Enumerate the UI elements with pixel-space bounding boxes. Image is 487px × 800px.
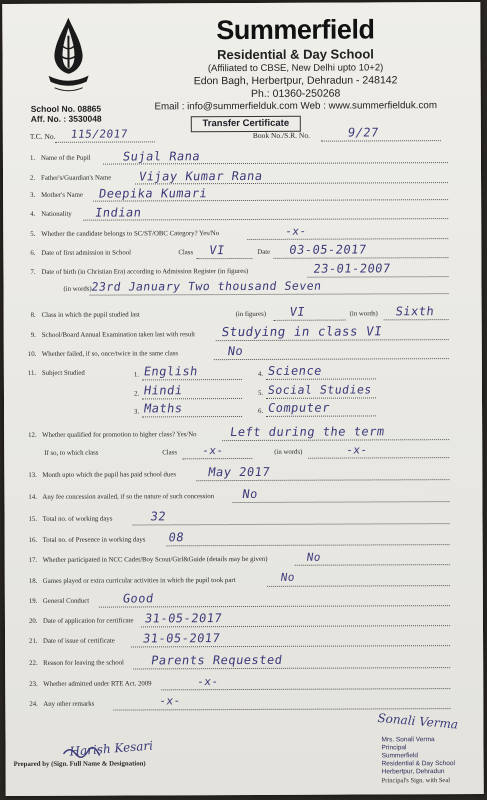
field-number: 4. bbox=[30, 210, 36, 218]
field-line bbox=[167, 544, 450, 546]
school-subtitle: Residential & Day School bbox=[217, 46, 374, 63]
field-line bbox=[308, 457, 449, 459]
email-web: Email : info@summerfielduk.com Web : www.summerfielduk.com bbox=[154, 100, 438, 113]
address: Edon Bagh, Herbertpur, Dehradun - 248142 bbox=[193, 74, 398, 88]
category-value: -x- bbox=[284, 224, 308, 238]
field-label: Reason for leaving the school bbox=[43, 659, 124, 667]
school-logo-icon bbox=[42, 14, 94, 98]
field-line bbox=[131, 645, 450, 647]
field-number: 22. bbox=[29, 659, 38, 667]
principal-stamp-school-type: Residential & Day School bbox=[381, 760, 455, 768]
document-title: Transfer Certificate bbox=[191, 116, 301, 132]
school-number: School No. 08865 bbox=[30, 103, 102, 114]
phone: Ph.: 01360-250268 bbox=[250, 87, 341, 100]
field-line bbox=[266, 397, 376, 398]
field-number: 1. bbox=[29, 154, 36, 162]
last-class-figures: VI bbox=[288, 304, 307, 319]
field-line bbox=[141, 625, 450, 627]
principal-stamp-place: Herbertpur, Dehradun bbox=[381, 768, 445, 776]
field-line bbox=[247, 238, 448, 240]
field-label: Subject Studied bbox=[41, 369, 85, 377]
field-label: School/Board Annual Examination taken last with result bbox=[41, 331, 196, 339]
promotion-words: -x- bbox=[345, 443, 369, 457]
words-label: (in words) bbox=[349, 310, 378, 318]
words-label: (in words) bbox=[274, 448, 303, 456]
field-label: Whether participated in NCC Cadet/Boy Scout/Girl&Guide (details may be given) bbox=[42, 555, 268, 564]
field-number: 15. bbox=[28, 515, 38, 523]
principal-signature: Sonali Verma bbox=[376, 710, 459, 732]
field-label: Total no. of working days bbox=[42, 515, 113, 523]
field-line bbox=[182, 458, 252, 459]
conduct-value: Good bbox=[121, 591, 155, 606]
field-number: 21. bbox=[29, 637, 38, 645]
subject-number: 6. bbox=[258, 407, 264, 415]
subject-number: 3. bbox=[134, 408, 140, 416]
field-line bbox=[266, 415, 376, 416]
principal-stamp-school: Summerfield bbox=[381, 752, 419, 760]
presence-days: 08 bbox=[167, 530, 186, 545]
field-label: Month upto which the pupil has paid school dues bbox=[42, 471, 177, 479]
nationality: Indian bbox=[94, 205, 143, 220]
book-label: Book No./S.R. No. bbox=[252, 130, 310, 140]
field-number: 16. bbox=[28, 536, 38, 544]
field-label: Class in which the pupil studied last bbox=[41, 311, 140, 319]
field-line bbox=[142, 416, 242, 417]
subject-number: 4. bbox=[257, 370, 264, 378]
field-line bbox=[384, 319, 449, 320]
principal-caption: Principal's Sign. with Seal bbox=[381, 777, 451, 785]
field-number: 11. bbox=[27, 369, 37, 377]
signature-stroke-icon bbox=[62, 746, 102, 760]
leaving-reason: Parents Requested bbox=[150, 652, 284, 668]
field-line bbox=[99, 605, 450, 608]
field-line bbox=[133, 667, 450, 669]
field-number: 3. bbox=[30, 191, 36, 199]
field-line bbox=[295, 564, 450, 566]
field-number: 12. bbox=[28, 431, 37, 439]
games-value: No bbox=[279, 570, 296, 584]
prepared-by-label: Prepared by (Sign. Full Name & Designation) bbox=[13, 760, 146, 769]
field-number: 9. bbox=[30, 331, 36, 339]
father-name: Vijay Kumar Rana bbox=[138, 168, 264, 184]
field-number: 8. bbox=[30, 311, 36, 319]
principal-stamp-name: Mrs. Sonali Verma bbox=[381, 736, 435, 744]
field-label: General Conduct bbox=[42, 597, 90, 605]
ncc-value: No bbox=[305, 550, 322, 564]
tc-line bbox=[55, 141, 155, 142]
transfer-certificate bbox=[2, 2, 483, 796]
field-label: Whether admitted under RTE Act. 2009 bbox=[43, 680, 152, 688]
field-line bbox=[196, 479, 449, 481]
field-line bbox=[196, 258, 252, 259]
field-label: Date of issue of certificate bbox=[43, 637, 115, 645]
pupil-name: Sujal Rana bbox=[121, 149, 202, 164]
field-number: 19. bbox=[28, 597, 38, 605]
field-line bbox=[142, 398, 242, 399]
preparer-signature: Harish Kesari bbox=[69, 738, 154, 759]
field-line bbox=[142, 379, 242, 380]
application-date: 31-05-2017 bbox=[144, 611, 224, 626]
field-number: 7. bbox=[30, 268, 36, 276]
field-line bbox=[273, 257, 448, 259]
last-class-words: Sixth bbox=[394, 304, 436, 319]
field-line bbox=[307, 276, 448, 278]
field-line bbox=[161, 688, 450, 690]
field-label: Whether the candidate belongs to SC/ST/OBC Category? Yes/No bbox=[41, 230, 220, 238]
subject-number: 1. bbox=[133, 371, 140, 379]
words-label: (in words) bbox=[63, 285, 92, 293]
field-label: Father's/Guardian's Name bbox=[41, 174, 112, 182]
mother-name: Deepika Kumari bbox=[98, 186, 209, 201]
subject-item: English bbox=[142, 364, 199, 379]
subject-number: 5. bbox=[257, 389, 264, 397]
sub-label: If so, to which class bbox=[44, 449, 99, 457]
failed-value: No bbox=[226, 343, 245, 359]
subject-item: Social Studies bbox=[267, 382, 373, 397]
promotion-value: Left during the term bbox=[229, 424, 386, 440]
subject-number: 2. bbox=[133, 390, 140, 398]
field-line bbox=[266, 378, 376, 379]
field-number: 20. bbox=[28, 617, 38, 625]
admission-date: 03-05-2017 bbox=[288, 242, 368, 257]
field-number: 14. bbox=[28, 493, 37, 501]
book-value: 9/27 bbox=[346, 125, 380, 140]
field-line bbox=[232, 501, 449, 503]
school-name: Summerfield bbox=[216, 14, 375, 46]
field-label: Games played or extra curricular activities in which the pupil took part bbox=[42, 577, 236, 585]
subject-item: Computer bbox=[267, 400, 331, 415]
field-number: 6. bbox=[30, 249, 36, 257]
field-line bbox=[133, 523, 450, 525]
issue-date: 31-05-2017 bbox=[142, 631, 222, 646]
field-label: Date of application for certificate bbox=[42, 617, 134, 625]
dob-figures: 23-01-2007 bbox=[312, 261, 392, 276]
working-days: 32 bbox=[149, 509, 167, 524]
field-label: Whether qualified for promotion to higher class? Yes/No bbox=[42, 431, 197, 439]
field-number: 23. bbox=[29, 680, 38, 688]
date-label: Date bbox=[257, 248, 271, 256]
field-label: Name of the Pupil bbox=[40, 154, 91, 162]
field-line bbox=[214, 358, 449, 360]
field-number: 10. bbox=[27, 350, 37, 358]
promotion-class: -x- bbox=[201, 444, 225, 458]
rte-value: -x- bbox=[196, 675, 220, 689]
remarks-value: -x- bbox=[158, 694, 182, 708]
subject-item: Science bbox=[266, 363, 323, 378]
field-number: 2. bbox=[30, 174, 36, 182]
admission-class: VI bbox=[208, 243, 226, 258]
field-number: 24. bbox=[29, 700, 38, 708]
tc-value: 115/2017 bbox=[69, 127, 129, 141]
dues-month: May 2017 bbox=[207, 464, 272, 480]
book-line bbox=[321, 140, 441, 142]
field-label: Date of first admission in School bbox=[41, 249, 132, 257]
field-label: Nationality bbox=[41, 210, 72, 218]
subject-item: Hindi bbox=[143, 383, 184, 398]
field-label: Any other remarks bbox=[43, 700, 95, 708]
field-line bbox=[274, 320, 346, 321]
figures-label: (in figures) bbox=[235, 310, 267, 319]
class-label: Class bbox=[162, 449, 177, 457]
class-label: Class bbox=[178, 249, 194, 257]
field-line bbox=[90, 293, 449, 296]
field-number: 5. bbox=[30, 230, 36, 238]
field-label: Whether failed, if so, once/twice in the same class bbox=[41, 350, 179, 358]
field-line bbox=[267, 585, 450, 587]
field-label: Mother's Name bbox=[41, 191, 83, 199]
last-exam-result: Studying in class VI bbox=[220, 323, 384, 340]
field-number: 17. bbox=[28, 556, 38, 564]
field-label: Total no. of Presence in working days bbox=[42, 536, 146, 544]
field-line bbox=[113, 708, 450, 710]
field-line bbox=[222, 439, 449, 441]
field-line bbox=[216, 339, 449, 341]
field-number: 18. bbox=[28, 577, 38, 585]
affiliation-number: Aff. No. : 3530048 bbox=[30, 113, 102, 124]
subject-item: Maths bbox=[143, 401, 184, 416]
concession-value: No bbox=[241, 486, 259, 502]
principal-stamp-title: Principal bbox=[381, 744, 407, 752]
tc-label: T.C. No. bbox=[29, 131, 56, 141]
affiliation: (Affiliated to CBSE, New Delhi upto 10+2) bbox=[207, 62, 384, 75]
dob-words: 23rd January Two thousand Seven bbox=[90, 278, 323, 294]
field-label: Date of birth (in Christian Era) according to Admission Register (in figures) bbox=[41, 267, 249, 276]
field-label: Any fee concession availed, if so the nature of such concession bbox=[42, 493, 215, 501]
field-number: 13. bbox=[28, 471, 37, 479]
